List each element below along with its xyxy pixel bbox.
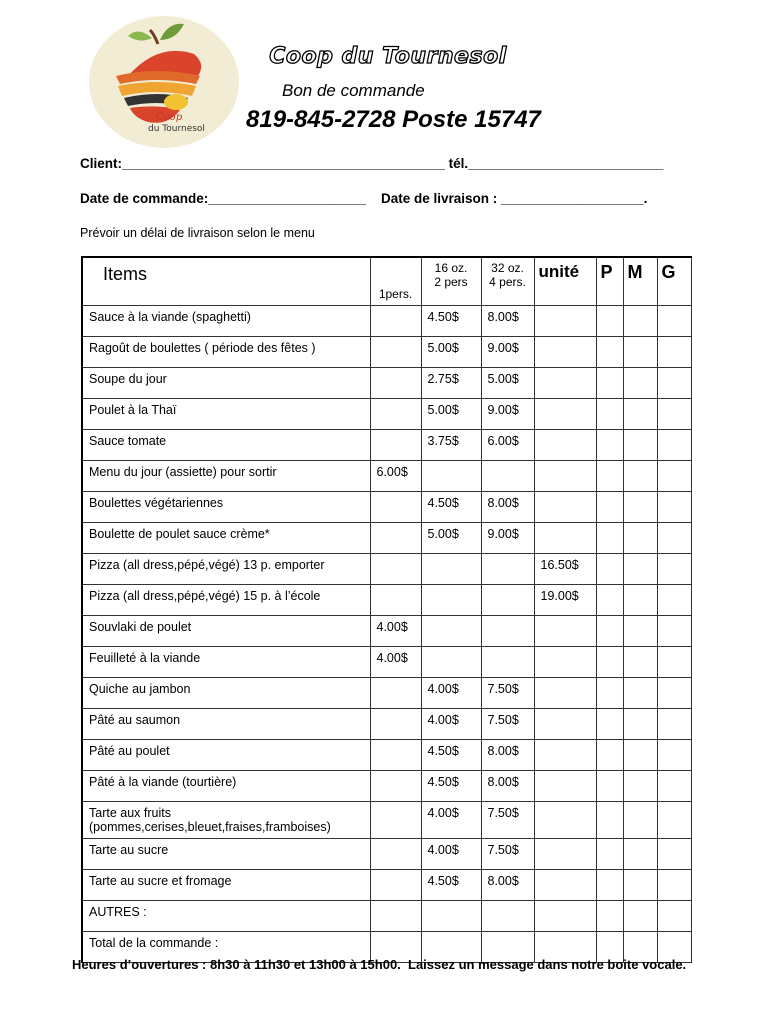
qty-m[interactable] xyxy=(623,430,657,461)
item-name: Pâté au poulet xyxy=(82,740,370,771)
qty-g[interactable] xyxy=(657,368,691,399)
price-32oz[interactable] xyxy=(481,554,534,585)
price-32oz[interactable]: 7.50$ xyxy=(481,802,534,839)
price-unite[interactable] xyxy=(534,523,596,554)
item-name: Quiche au jambon xyxy=(82,678,370,709)
qty-p[interactable] xyxy=(596,616,623,647)
price-unite[interactable] xyxy=(534,901,596,932)
qty-m[interactable] xyxy=(623,678,657,709)
qty-p[interactable] xyxy=(596,709,623,740)
price-unite[interactable] xyxy=(534,368,596,399)
price-16oz[interactable] xyxy=(421,647,481,678)
qty-p[interactable] xyxy=(596,678,623,709)
qty-p[interactable] xyxy=(596,771,623,802)
logo-subtext: du Tournesol xyxy=(148,124,205,134)
opening-hours: Heures d’ouvertures : 8h30 à 11h30 et 13h00 à 15h00. Laissez un message dans notre boite vocale. xyxy=(72,957,687,972)
page-title: Coop du Tournesol xyxy=(269,44,507,69)
table-row xyxy=(82,771,691,802)
table-row xyxy=(82,616,691,647)
qty-m[interactable] xyxy=(623,839,657,870)
item-name: Pâté au saumon xyxy=(82,709,370,740)
item-name: Tarte aux fruits (pommes,cerises,bleuet,fraises,framboises) xyxy=(82,802,370,839)
item-name: Sauce à la viande (spaghetti) xyxy=(82,306,370,337)
price-32oz[interactable] xyxy=(481,647,534,678)
price-1pers[interactable] xyxy=(370,399,421,430)
qty-p[interactable] xyxy=(596,492,623,523)
table-row xyxy=(82,430,691,461)
price-16oz[interactable]: 4.50$ xyxy=(421,740,481,771)
dates-line xyxy=(80,191,647,206)
price-32oz[interactable] xyxy=(481,616,534,647)
price-unite[interactable] xyxy=(534,492,596,523)
price-16oz[interactable] xyxy=(421,461,481,492)
qty-g[interactable] xyxy=(657,870,691,901)
price-16oz[interactable]: 4.50$ xyxy=(421,306,481,337)
qty-p[interactable] xyxy=(596,802,623,839)
item-name: Menu du jour (assiette) pour sortir xyxy=(82,461,370,492)
qty-g[interactable] xyxy=(657,839,691,870)
price-unite[interactable] xyxy=(534,678,596,709)
qty-p[interactable] xyxy=(596,585,623,616)
qty-p[interactable] xyxy=(596,839,623,870)
item-name: AUTRES : xyxy=(82,901,370,932)
qty-m[interactable] xyxy=(623,616,657,647)
price-16oz[interactable]: 5.00$ xyxy=(421,523,481,554)
table-row xyxy=(82,870,691,901)
qty-m[interactable] xyxy=(623,492,657,523)
item-name: Poulet à la Thaï xyxy=(82,399,370,430)
qty-p[interactable] xyxy=(596,306,623,337)
qty-m[interactable] xyxy=(623,771,657,802)
qty-m[interactable] xyxy=(623,870,657,901)
price-32oz[interactable]: 7.50$ xyxy=(481,839,534,870)
price-unite[interactable] xyxy=(534,430,596,461)
phone-number: 819-845-2728 Poste 15747 xyxy=(246,106,541,133)
price-1pers[interactable] xyxy=(370,585,421,616)
qty-p[interactable] xyxy=(596,901,623,932)
qty-g[interactable] xyxy=(657,709,691,740)
price-unite[interactable] xyxy=(534,839,596,870)
qty-g[interactable] xyxy=(657,430,691,461)
table-row xyxy=(82,306,691,337)
coop-logo xyxy=(88,14,240,150)
item-name: Boulettes végétariennes xyxy=(82,492,370,523)
qty-m[interactable] xyxy=(623,368,657,399)
price-unite[interactable] xyxy=(534,337,596,368)
price-32oz[interactable]: 7.50$ xyxy=(481,678,534,709)
price-32oz[interactable] xyxy=(481,901,534,932)
table-header-row xyxy=(82,257,691,306)
qty-m[interactable] xyxy=(623,740,657,771)
price-16oz[interactable] xyxy=(421,616,481,647)
price-32oz[interactable]: 8.00$ xyxy=(481,306,534,337)
item-name: Sauce tomate xyxy=(82,430,370,461)
header-m: M xyxy=(623,257,657,306)
price-1pers[interactable] xyxy=(370,709,421,740)
table-row xyxy=(82,901,691,932)
price-1pers[interactable] xyxy=(370,337,421,368)
subtitle: Bon de commande xyxy=(282,81,425,100)
qty-g[interactable] xyxy=(657,647,691,678)
qty-g[interactable] xyxy=(657,740,691,771)
qty-g[interactable] xyxy=(657,901,691,932)
qty-g[interactable] xyxy=(657,771,691,802)
qty-g[interactable] xyxy=(657,306,691,337)
price-32oz[interactable]: 6.00$ xyxy=(481,430,534,461)
table-row xyxy=(82,492,691,523)
qty-g[interactable] xyxy=(657,585,691,616)
delivery-date-field[interactable]: Date de livraison : ___________________. xyxy=(380,191,648,206)
qty-m[interactable] xyxy=(623,802,657,839)
price-16oz[interactable]: 4.00$ xyxy=(421,802,481,839)
qty-p[interactable] xyxy=(596,554,623,585)
item-name: Boulette de poulet sauce crème* xyxy=(82,523,370,554)
price-unite[interactable] xyxy=(534,802,596,839)
price-1pers[interactable] xyxy=(370,306,421,337)
table-row xyxy=(82,678,691,709)
qty-m[interactable] xyxy=(623,901,657,932)
table-row xyxy=(82,740,691,771)
price-32oz[interactable]: 9.00$ xyxy=(481,399,534,430)
qty-g[interactable] xyxy=(657,616,691,647)
price-32oz[interactable] xyxy=(481,585,534,616)
price-1pers[interactable] xyxy=(370,839,421,870)
qty-p[interactable] xyxy=(596,523,623,554)
price-unite[interactable] xyxy=(534,306,596,337)
header-items: Items xyxy=(82,257,370,306)
price-1pers[interactable] xyxy=(370,740,421,771)
price-1pers[interactable] xyxy=(370,771,421,802)
price-1pers[interactable] xyxy=(370,870,421,901)
logo-coop-text: Coop xyxy=(156,112,183,123)
table-row xyxy=(82,647,691,678)
price-1pers[interactable] xyxy=(370,430,421,461)
client-field[interactable]: Client:___________________________________________ xyxy=(80,156,445,171)
price-16oz[interactable]: 3.75$ xyxy=(421,430,481,461)
table-row xyxy=(82,802,691,839)
item-name: Soupe du jour xyxy=(82,368,370,399)
price-1pers[interactable] xyxy=(370,678,421,709)
table-row xyxy=(82,399,691,430)
price-1pers[interactable] xyxy=(370,368,421,399)
price-16oz[interactable]: 4.50$ xyxy=(421,870,481,901)
qty-p[interactable] xyxy=(596,461,623,492)
qty-g[interactable] xyxy=(657,678,691,709)
price-1pers[interactable]: 4.00$ xyxy=(370,616,421,647)
item-name: Tarte au sucre xyxy=(82,839,370,870)
price-1pers[interactable] xyxy=(370,554,421,585)
qty-p[interactable] xyxy=(596,399,623,430)
header-1pers: 1pers. xyxy=(370,257,421,306)
price-unite[interactable]: 19.00$ xyxy=(534,585,596,616)
qty-p[interactable] xyxy=(596,337,623,368)
price-1pers[interactable] xyxy=(370,492,421,523)
header-g: G xyxy=(657,257,691,306)
price-32oz[interactable]: 9.00$ xyxy=(481,523,534,554)
price-32oz[interactable]: 8.00$ xyxy=(481,771,534,802)
qty-p[interactable] xyxy=(596,430,623,461)
item-name: Pâté à la viande (tourtière) xyxy=(82,771,370,802)
price-32oz[interactable]: 7.50$ xyxy=(481,709,534,740)
price-16oz[interactable]: 5.00$ xyxy=(421,399,481,430)
price-unite[interactable] xyxy=(534,740,596,771)
price-unite[interactable] xyxy=(534,647,596,678)
header-32oz: 32 oz. 4 pers. xyxy=(481,257,534,306)
qty-m[interactable] xyxy=(623,554,657,585)
table-row xyxy=(82,368,691,399)
qty-g[interactable] xyxy=(657,492,691,523)
qty-g[interactable] xyxy=(657,802,691,839)
qty-g[interactable] xyxy=(657,461,691,492)
price-16oz[interactable]: 4.50$ xyxy=(421,492,481,523)
price-32oz[interactable] xyxy=(481,461,534,492)
table-row xyxy=(82,709,691,740)
price-16oz[interactable]: 2.75$ xyxy=(421,368,481,399)
price-1pers[interactable]: 4.00$ xyxy=(370,647,421,678)
order-date-field[interactable]: Date de commande:_____________________ xyxy=(80,191,366,206)
qty-g[interactable] xyxy=(657,554,691,585)
qty-m[interactable] xyxy=(623,647,657,678)
delivery-note: Prévoir un délai de livraison selon le menu xyxy=(80,226,315,240)
header-16oz: 16 oz. 2 pers xyxy=(421,257,481,306)
price-16oz[interactable]: 4.00$ xyxy=(421,839,481,870)
price-32oz[interactable]: 8.00$ xyxy=(481,870,534,901)
price-16oz[interactable]: 4.00$ xyxy=(421,678,481,709)
price-32oz[interactable]: 5.00$ xyxy=(481,368,534,399)
table-row xyxy=(82,585,691,616)
item-name: Pizza (all dress,pépé,végé) 13 p. emporter xyxy=(82,554,370,585)
item-name: Ragoût de boulettes ( période des fêtes ) xyxy=(82,337,370,368)
price-1pers[interactable] xyxy=(370,523,421,554)
price-32oz[interactable]: 8.00$ xyxy=(481,740,534,771)
item-name: Pizza (all dress,pépé,végé) 15 p. à l’école xyxy=(82,585,370,616)
price-32oz[interactable]: 9.00$ xyxy=(481,337,534,368)
qty-m[interactable] xyxy=(623,461,657,492)
price-16oz[interactable] xyxy=(421,901,481,932)
price-unite[interactable] xyxy=(534,771,596,802)
qty-m[interactable] xyxy=(623,306,657,337)
price-unite[interactable] xyxy=(534,616,596,647)
item-name: Tarte au sucre et fromage xyxy=(82,870,370,901)
item-name: Feuilleté à la viande xyxy=(82,647,370,678)
table-row xyxy=(82,461,691,492)
price-1pers[interactable] xyxy=(370,802,421,839)
table-row xyxy=(82,337,691,368)
price-16oz[interactable] xyxy=(421,554,481,585)
qty-m[interactable] xyxy=(623,523,657,554)
qty-p[interactable] xyxy=(596,870,623,901)
qty-p[interactable] xyxy=(596,740,623,771)
price-16oz[interactable]: 5.00$ xyxy=(421,337,481,368)
qty-g[interactable] xyxy=(657,337,691,368)
qty-m[interactable] xyxy=(623,337,657,368)
qty-m[interactable] xyxy=(623,585,657,616)
order-table xyxy=(81,256,692,963)
price-16oz[interactable]: 4.00$ xyxy=(421,709,481,740)
item-name: Total de la commande : xyxy=(82,932,370,963)
price-unite[interactable]: 16.50$ xyxy=(534,554,596,585)
price-16oz[interactable] xyxy=(421,585,481,616)
price-unite[interactable] xyxy=(534,709,596,740)
price-unite[interactable] xyxy=(534,461,596,492)
price-32oz[interactable]: 8.00$ xyxy=(481,492,534,523)
qty-g[interactable] xyxy=(657,399,691,430)
qty-m[interactable] xyxy=(623,709,657,740)
item-name: Souvlaki de poulet xyxy=(82,616,370,647)
price-unite[interactable] xyxy=(534,870,596,901)
tel-field[interactable]: tél.__________________________ xyxy=(448,156,664,171)
table-row xyxy=(82,839,691,870)
price-16oz[interactable]: 4.50$ xyxy=(421,771,481,802)
qty-p[interactable] xyxy=(596,368,623,399)
price-1pers[interactable]: 6.00$ xyxy=(370,461,421,492)
header-unite: unité xyxy=(534,257,596,306)
qty-g[interactable] xyxy=(657,523,691,554)
price-unite[interactable] xyxy=(534,399,596,430)
client-line xyxy=(80,156,663,171)
header-p: P xyxy=(596,257,623,306)
qty-p[interactable] xyxy=(596,647,623,678)
table-row xyxy=(82,523,691,554)
qty-m[interactable] xyxy=(623,399,657,430)
table-row xyxy=(82,554,691,585)
price-1pers[interactable] xyxy=(370,901,421,932)
